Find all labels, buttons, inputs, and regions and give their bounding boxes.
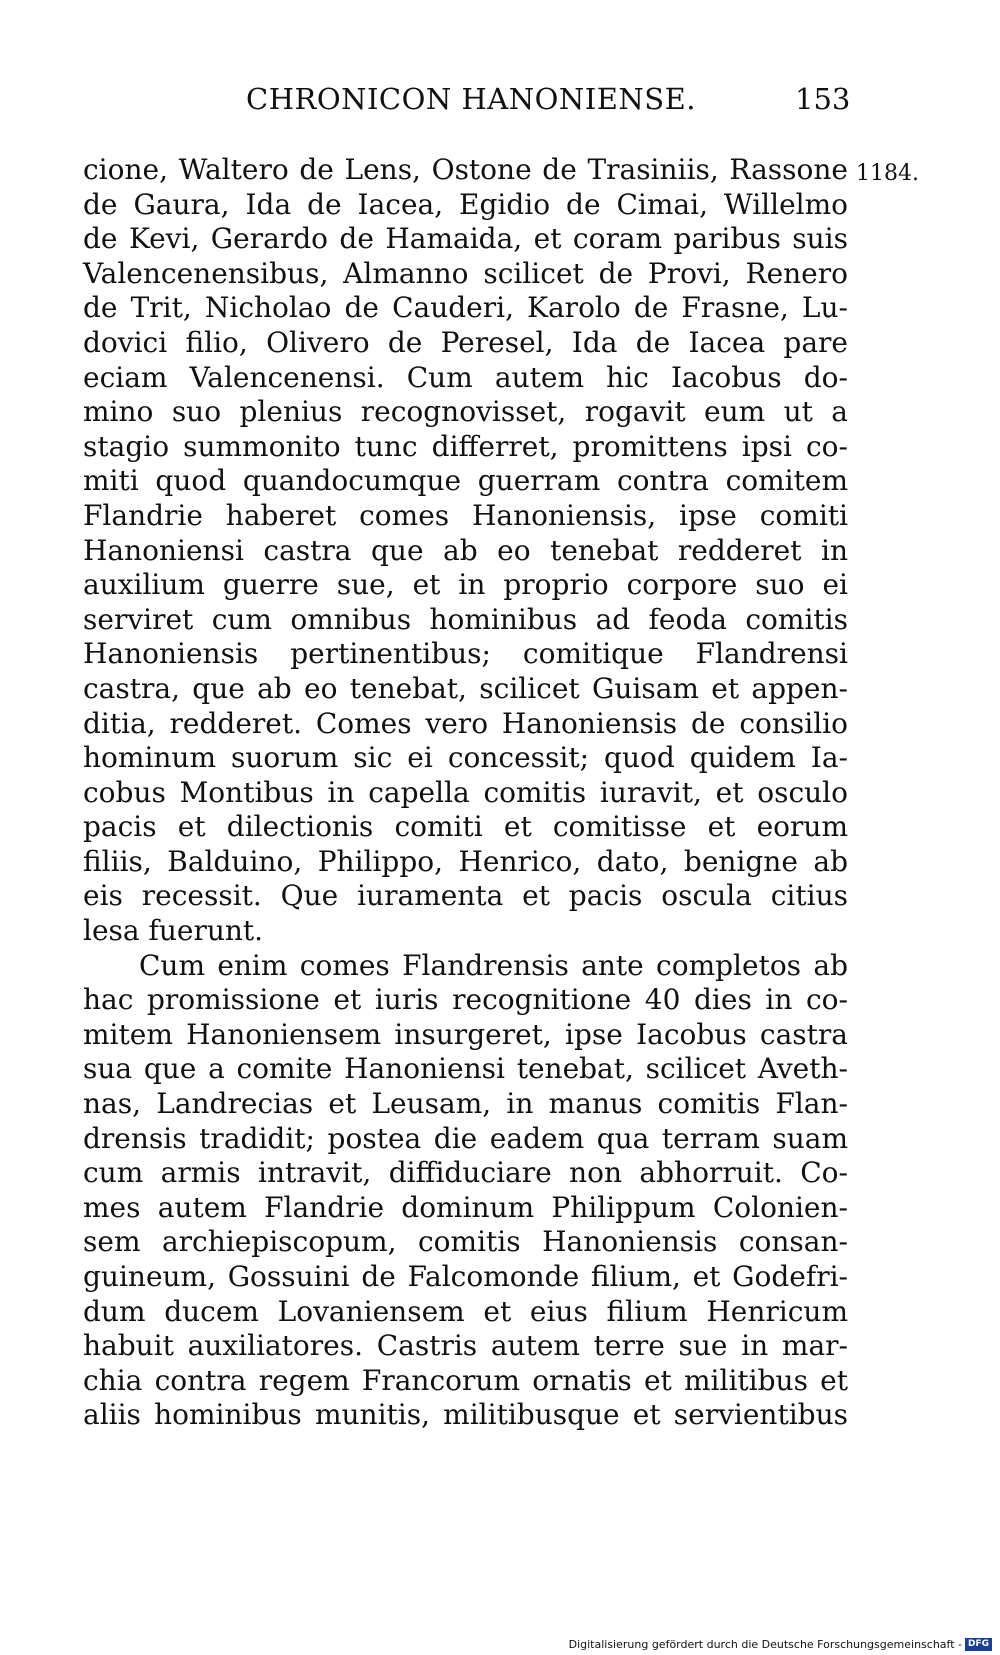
dfg-logo: DFG bbox=[965, 1638, 992, 1651]
text-line: mino suo plenius recognovisset, rogavit eum ut a bbox=[83, 395, 848, 429]
text-line: Valencenensibus, Almanno scilicet de Provi, Renero bbox=[83, 256, 848, 290]
digitization-credit bbox=[569, 1638, 992, 1651]
credit-text: Digitalisierung gefördert durch die Deutsche Forschungsgemeinschaft - bbox=[568, 1638, 962, 1651]
text-line: hominum suorum sic ei concessit; quod quidem Ia- bbox=[83, 741, 848, 775]
text-line: eis recessit. Que iuramenta et pacis oscula citius bbox=[83, 879, 848, 913]
text-line: Hanoniensis pertinentibus; comitique Flandrensi bbox=[83, 637, 848, 671]
text-line: cobus Montibus in capella comitis iuravit, et osculo bbox=[83, 775, 848, 809]
paragraph-start-line: Cum enim comes Flandrensis ante completos ab bbox=[139, 948, 848, 982]
text-line: nas, Landrecias et Leusam, in manus comitis Flan- bbox=[83, 1087, 848, 1121]
text-line: dum ducem Lovaniensem et eius filium Henricum bbox=[83, 1294, 848, 1328]
text-line: stagio summonito tunc differret, promittens ipsi co- bbox=[83, 429, 848, 463]
text-line: castra, que ab eo tenebat, scilicet Guisam et appen- bbox=[83, 671, 848, 705]
text-line: ditia, redderet. Comes vero Hanoniensis de consilio bbox=[83, 706, 848, 740]
text-line: drensis tradidit; postea die eadem qua terram suam bbox=[83, 1121, 848, 1155]
text-line: mitem Hanoniensem insurgeret, ipse Iacobus castra bbox=[83, 1017, 848, 1051]
text-line: mes autem Flandrie dominum Philippum Colonien- bbox=[83, 1190, 848, 1224]
margin-year-note: 1184. bbox=[856, 161, 919, 186]
text-line: pacis et dilectionis comiti et comitisse et eorum bbox=[83, 810, 848, 844]
body-text bbox=[83, 153, 848, 1433]
text-line: de Trit, Nicholao de Cauderi, Karolo de Frasne, Lu- bbox=[83, 291, 848, 325]
text-line: guineum, Gossuini de Falcomonde filium, et Godefri- bbox=[83, 1260, 848, 1293]
page-number: 153 bbox=[795, 82, 851, 116]
text-line: sem archiepiscopum, comitis Hanoniensis consan- bbox=[83, 1225, 848, 1259]
text-line: Flandrie haberet comes Hanoniensis, ipse comiti bbox=[83, 498, 848, 532]
text-line: aliis hominibus munitis, militibusque et servientibus bbox=[83, 1398, 848, 1432]
text-line: sua que a comite Hanoniensi tenebat, scilicet Aveth- bbox=[83, 1052, 848, 1086]
text-line: eciam Valencenensi. Cum autem hic Iacobus do- bbox=[83, 360, 848, 394]
paragraph-end-line: lesa fuerunt. bbox=[83, 914, 264, 948]
text-line: cum armis intravit, diffiduciare non abhorruit. Co- bbox=[83, 1156, 848, 1190]
text-line: habuit auxiliatores. Castris autem terre sue in mar- bbox=[83, 1329, 848, 1363]
text-line: cione, Waltero de Lens, Ostone de Trasiniis, Rassone bbox=[83, 153, 848, 186]
text-line: serviret cum omnibus hominibus ad feoda comitis bbox=[83, 602, 848, 636]
running-title: CHRONICON HANONIENSE. bbox=[246, 82, 696, 116]
text-line: filiis, Balduino, Philippo, Henrico, dato, benigne ab bbox=[83, 844, 848, 878]
text-line: chia contra regem Francorum ornatis et militibus et bbox=[83, 1363, 848, 1397]
text-line: hac promissione et iuris recognitione 40 dies in co- bbox=[83, 983, 848, 1017]
text-line: de Gaura, Ida de Iacea, Egidio de Cimai, Willelmo bbox=[83, 187, 848, 221]
text-line: de Kevi, Gerardo de Hamaida, et coram paribus suis bbox=[83, 222, 848, 256]
text-line: Hanoniensi castra que ab eo tenebat redderet in bbox=[83, 533, 848, 567]
text-line: dovici filio, Olivero de Peresel, Ida de Iacea pare bbox=[83, 325, 848, 359]
text-line: miti quod quandocumque guerram contra comitem bbox=[83, 464, 848, 498]
text-line: auxilium guerre sue, et in proprio corpore suo ei bbox=[83, 568, 848, 602]
